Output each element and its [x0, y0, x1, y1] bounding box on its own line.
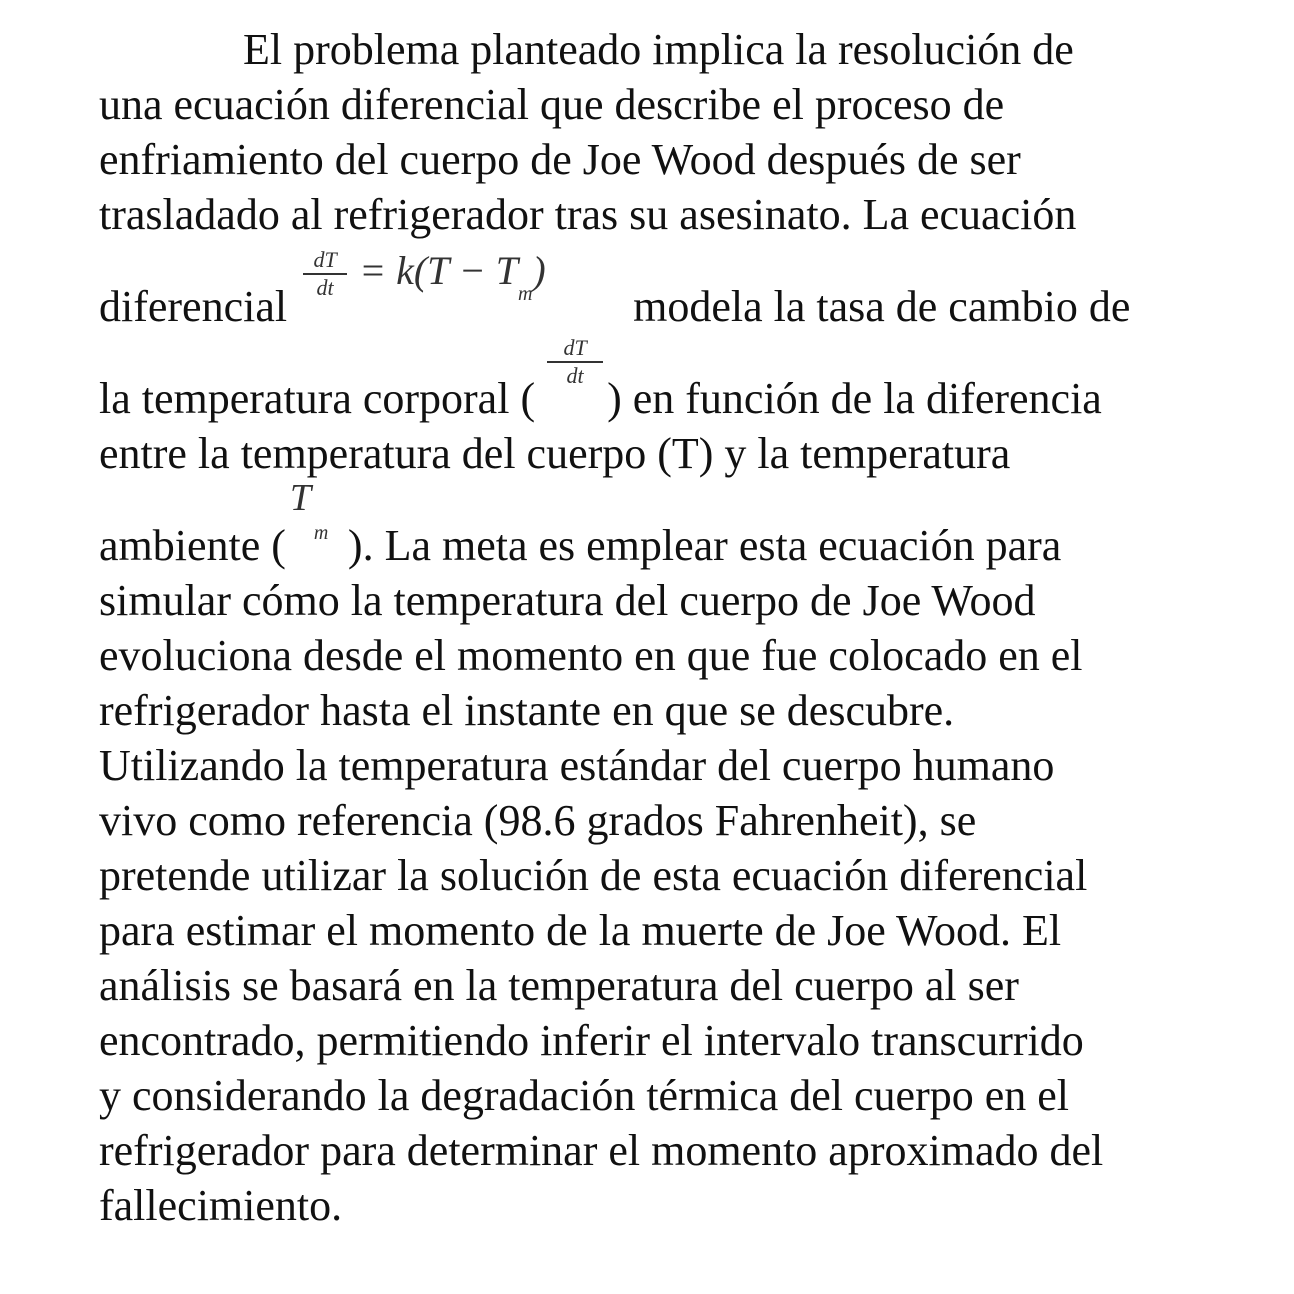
text-line: El problema planteado implica la resolución de — [243, 25, 1074, 74]
derivative-fraction — [547, 337, 603, 387]
fraction-numerator: dT — [313, 247, 337, 272]
text-fragment: ). La meta es emplear esta ecuación para — [347, 521, 1062, 570]
text-line: fallecimiento. — [99, 1181, 343, 1230]
derivative-fraction — [303, 249, 347, 299]
text-line: análisis se basará en la temperatura del cuerpo al ser — [99, 961, 1019, 1010]
fraction-numerator: dT — [563, 335, 587, 360]
equation-close-paren: ) — [532, 248, 546, 293]
text-line: entre la temperatura del cuerpo (T) y la temperatura — [99, 429, 1011, 478]
text-line: vivo como referencia (98.6 grados Fahrenheit), se — [99, 796, 977, 845]
equation-rhs-main: = k(T − T — [359, 248, 518, 293]
equation-right-side — [359, 248, 546, 305]
inline-derivative — [535, 335, 607, 426]
text-line: Utilizando la temperatura estándar del cuerpo humano — [99, 741, 1055, 790]
symbol-T: T — [289, 477, 312, 519]
text-line: una ecuación diferencial que describe el proceso de — [99, 80, 1005, 129]
fraction-denominator: dt — [316, 275, 334, 300]
document-body — [99, 22, 1209, 1233]
text-line: refrigerador hasta el instante en que se descubre. — [99, 686, 955, 735]
text-fragment: la temperatura corporal ( — [99, 374, 536, 423]
text-fragment: modela la tasa de cambio de — [633, 282, 1131, 331]
text-fragment: ) en función de la diferencia — [607, 374, 1102, 423]
text-line-with-ambient-symbol — [99, 477, 1209, 573]
text-line: encontrado, permitiendo inferir el intervalo transcurrido — [99, 1016, 1084, 1065]
text-line: enfriamiento del cuerpo de Joe Wood después de ser — [99, 135, 1021, 184]
text-line: y considerando la degradación térmica del cuerpo en el — [99, 1071, 1069, 1120]
text-line: simular cómo la temperatura del cuerpo de Joe Wood — [99, 576, 1036, 625]
symbol-subscript-m: m — [313, 522, 329, 544]
fraction-denominator: dt — [566, 363, 584, 388]
text-line: evoluciona desde el momento en que fue colocado en el — [99, 631, 1083, 680]
text-line: trasladado al refrigerador tras su asesinato. La ecuación — [99, 190, 1077, 239]
text-line: pretende utilizar la solución de esta ecuación diferencial — [99, 851, 1088, 900]
text-line: refrigerador para determinar el momento aproximado del — [99, 1126, 1104, 1175]
differential-equation — [287, 247, 633, 334]
equation-subscript: m — [517, 283, 533, 305]
ambient-temperature-symbol — [286, 477, 348, 573]
text-fragment: ambiente ( — [99, 521, 286, 570]
text-line-with-derivative — [99, 334, 1209, 426]
text-line: para estimar el momento de la muerte de Joe Wood. El — [99, 906, 1062, 955]
text-fragment: diferencial — [99, 282, 288, 331]
text-line-with-equation — [99, 242, 1209, 334]
